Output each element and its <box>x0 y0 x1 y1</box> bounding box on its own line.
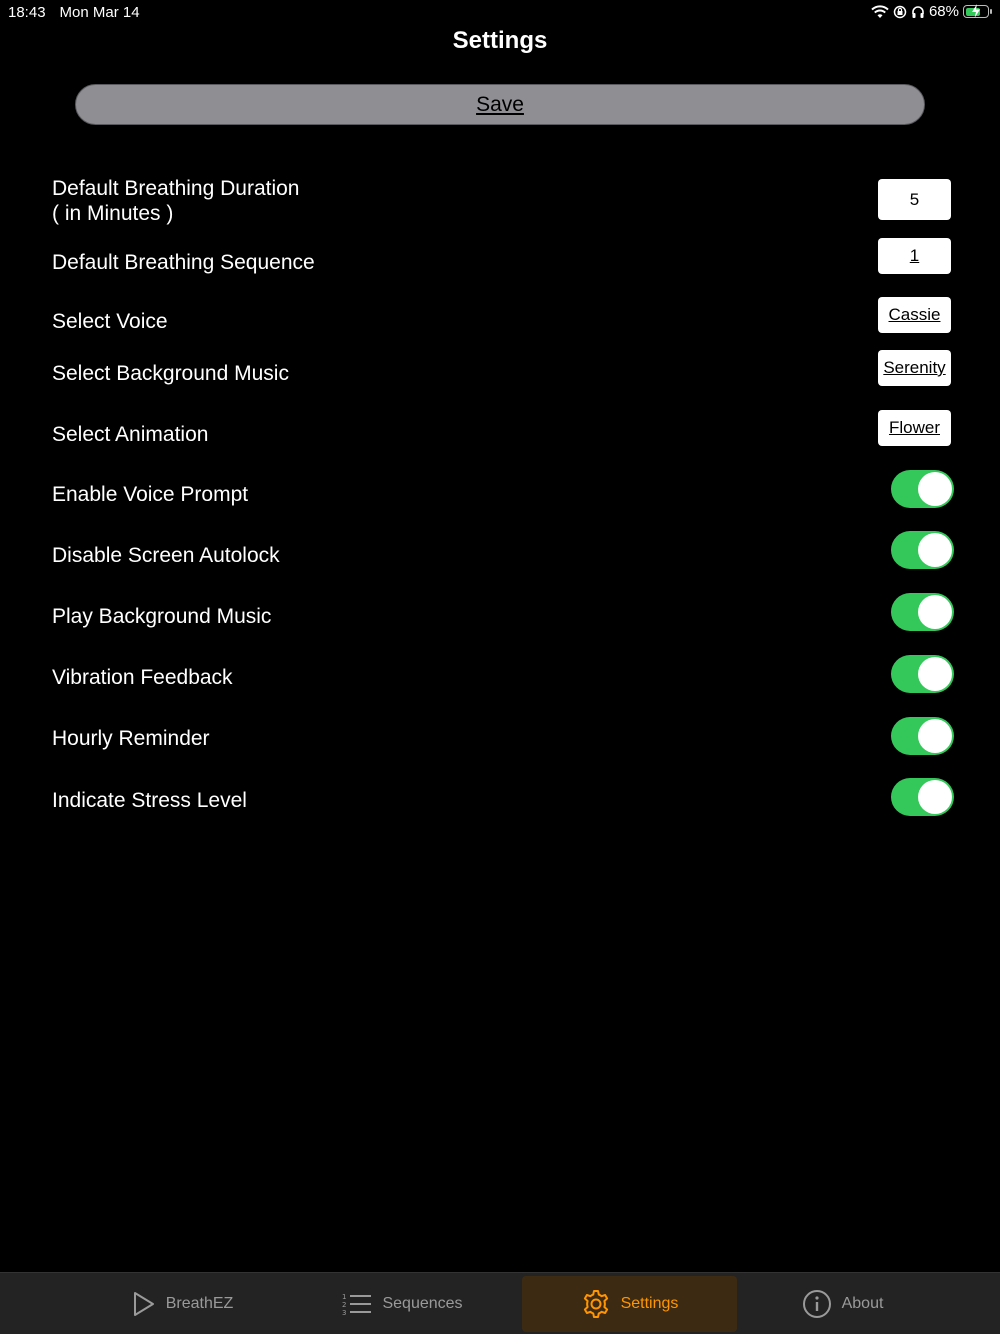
status-bar <box>0 0 1000 26</box>
tab-breathez[interactable] <box>75 1276 290 1332</box>
toggle-knob <box>918 472 952 506</box>
toggle-knob <box>918 657 952 691</box>
tab-breathez-label: BreathEZ <box>165 1295 234 1312</box>
hourly-reminder-label: Hourly Reminder <box>52 727 210 750</box>
tab-settings[interactable] <box>522 1276 737 1332</box>
vibration-feedback-label: Vibration Feedback <box>52 666 233 689</box>
background-music-toggle[interactable] <box>891 593 954 631</box>
duration-label-line1: Default Breathing Duration <box>52 177 300 200</box>
stress-level-toggle[interactable] <box>891 778 954 816</box>
gear-icon <box>581 1289 611 1319</box>
page-title: Settings <box>452 27 548 54</box>
play-icon <box>132 1291 156 1317</box>
duration-label-line2: ( in Minutes ) <box>52 202 174 225</box>
orientation-lock-icon <box>893 5 907 19</box>
sequence-value-button[interactable]: 1 <box>878 238 951 274</box>
toggle-knob <box>918 533 952 567</box>
hourly-reminder-toggle[interactable] <box>891 717 954 755</box>
screen-autolock-label: Disable Screen Autolock <box>52 544 280 567</box>
svg-text:2: 2 <box>342 1301 347 1309</box>
animation-value-button[interactable]: Flower <box>878 410 951 446</box>
tab-sequences[interactable] <box>295 1276 510 1332</box>
duration-value-field[interactable]: 5 <box>878 179 951 220</box>
music-value-button[interactable]: Serenity <box>878 350 951 386</box>
svg-text:1: 1 <box>342 1293 347 1301</box>
toggle-knob <box>918 595 952 629</box>
tab-settings-label: Settings <box>620 1295 679 1312</box>
headphones-icon <box>911 5 925 19</box>
stress-level-label: Indicate Stress Level <box>52 789 247 812</box>
save-button[interactable]: Save <box>75 84 925 125</box>
screen-autolock-toggle[interactable] <box>891 531 954 569</box>
voice-prompt-toggle[interactable] <box>891 470 954 508</box>
toggle-knob <box>918 780 952 814</box>
animation-label: Select Animation <box>52 423 209 446</box>
voice-label: Select Voice <box>52 310 168 333</box>
tab-bar <box>0 1272 1000 1334</box>
wifi-icon <box>871 5 889 19</box>
svg-text:3: 3 <box>342 1309 347 1317</box>
tab-about[interactable] <box>745 1276 940 1332</box>
sequence-label: Default Breathing Sequence <box>52 251 315 274</box>
toggle-knob <box>918 719 952 753</box>
voice-value-button[interactable]: Cassie <box>878 297 951 333</box>
status-time: 18:43 <box>8 4 46 21</box>
duration-label <box>52 176 299 226</box>
tab-sequences-label: Sequences <box>382 1295 463 1312</box>
info-icon <box>802 1289 832 1319</box>
battery-icon <box>963 5 992 18</box>
status-date: Mon Mar 14 <box>59 4 140 21</box>
music-label: Select Background Music <box>52 362 289 385</box>
numbered-list-icon <box>342 1291 372 1317</box>
battery-percent: 68% <box>928 3 959 20</box>
background-music-label: Play Background Music <box>52 605 272 628</box>
voice-prompt-label: Enable Voice Prompt <box>52 483 249 506</box>
tab-about-label: About <box>841 1295 884 1312</box>
vibration-feedback-toggle[interactable] <box>891 655 954 693</box>
